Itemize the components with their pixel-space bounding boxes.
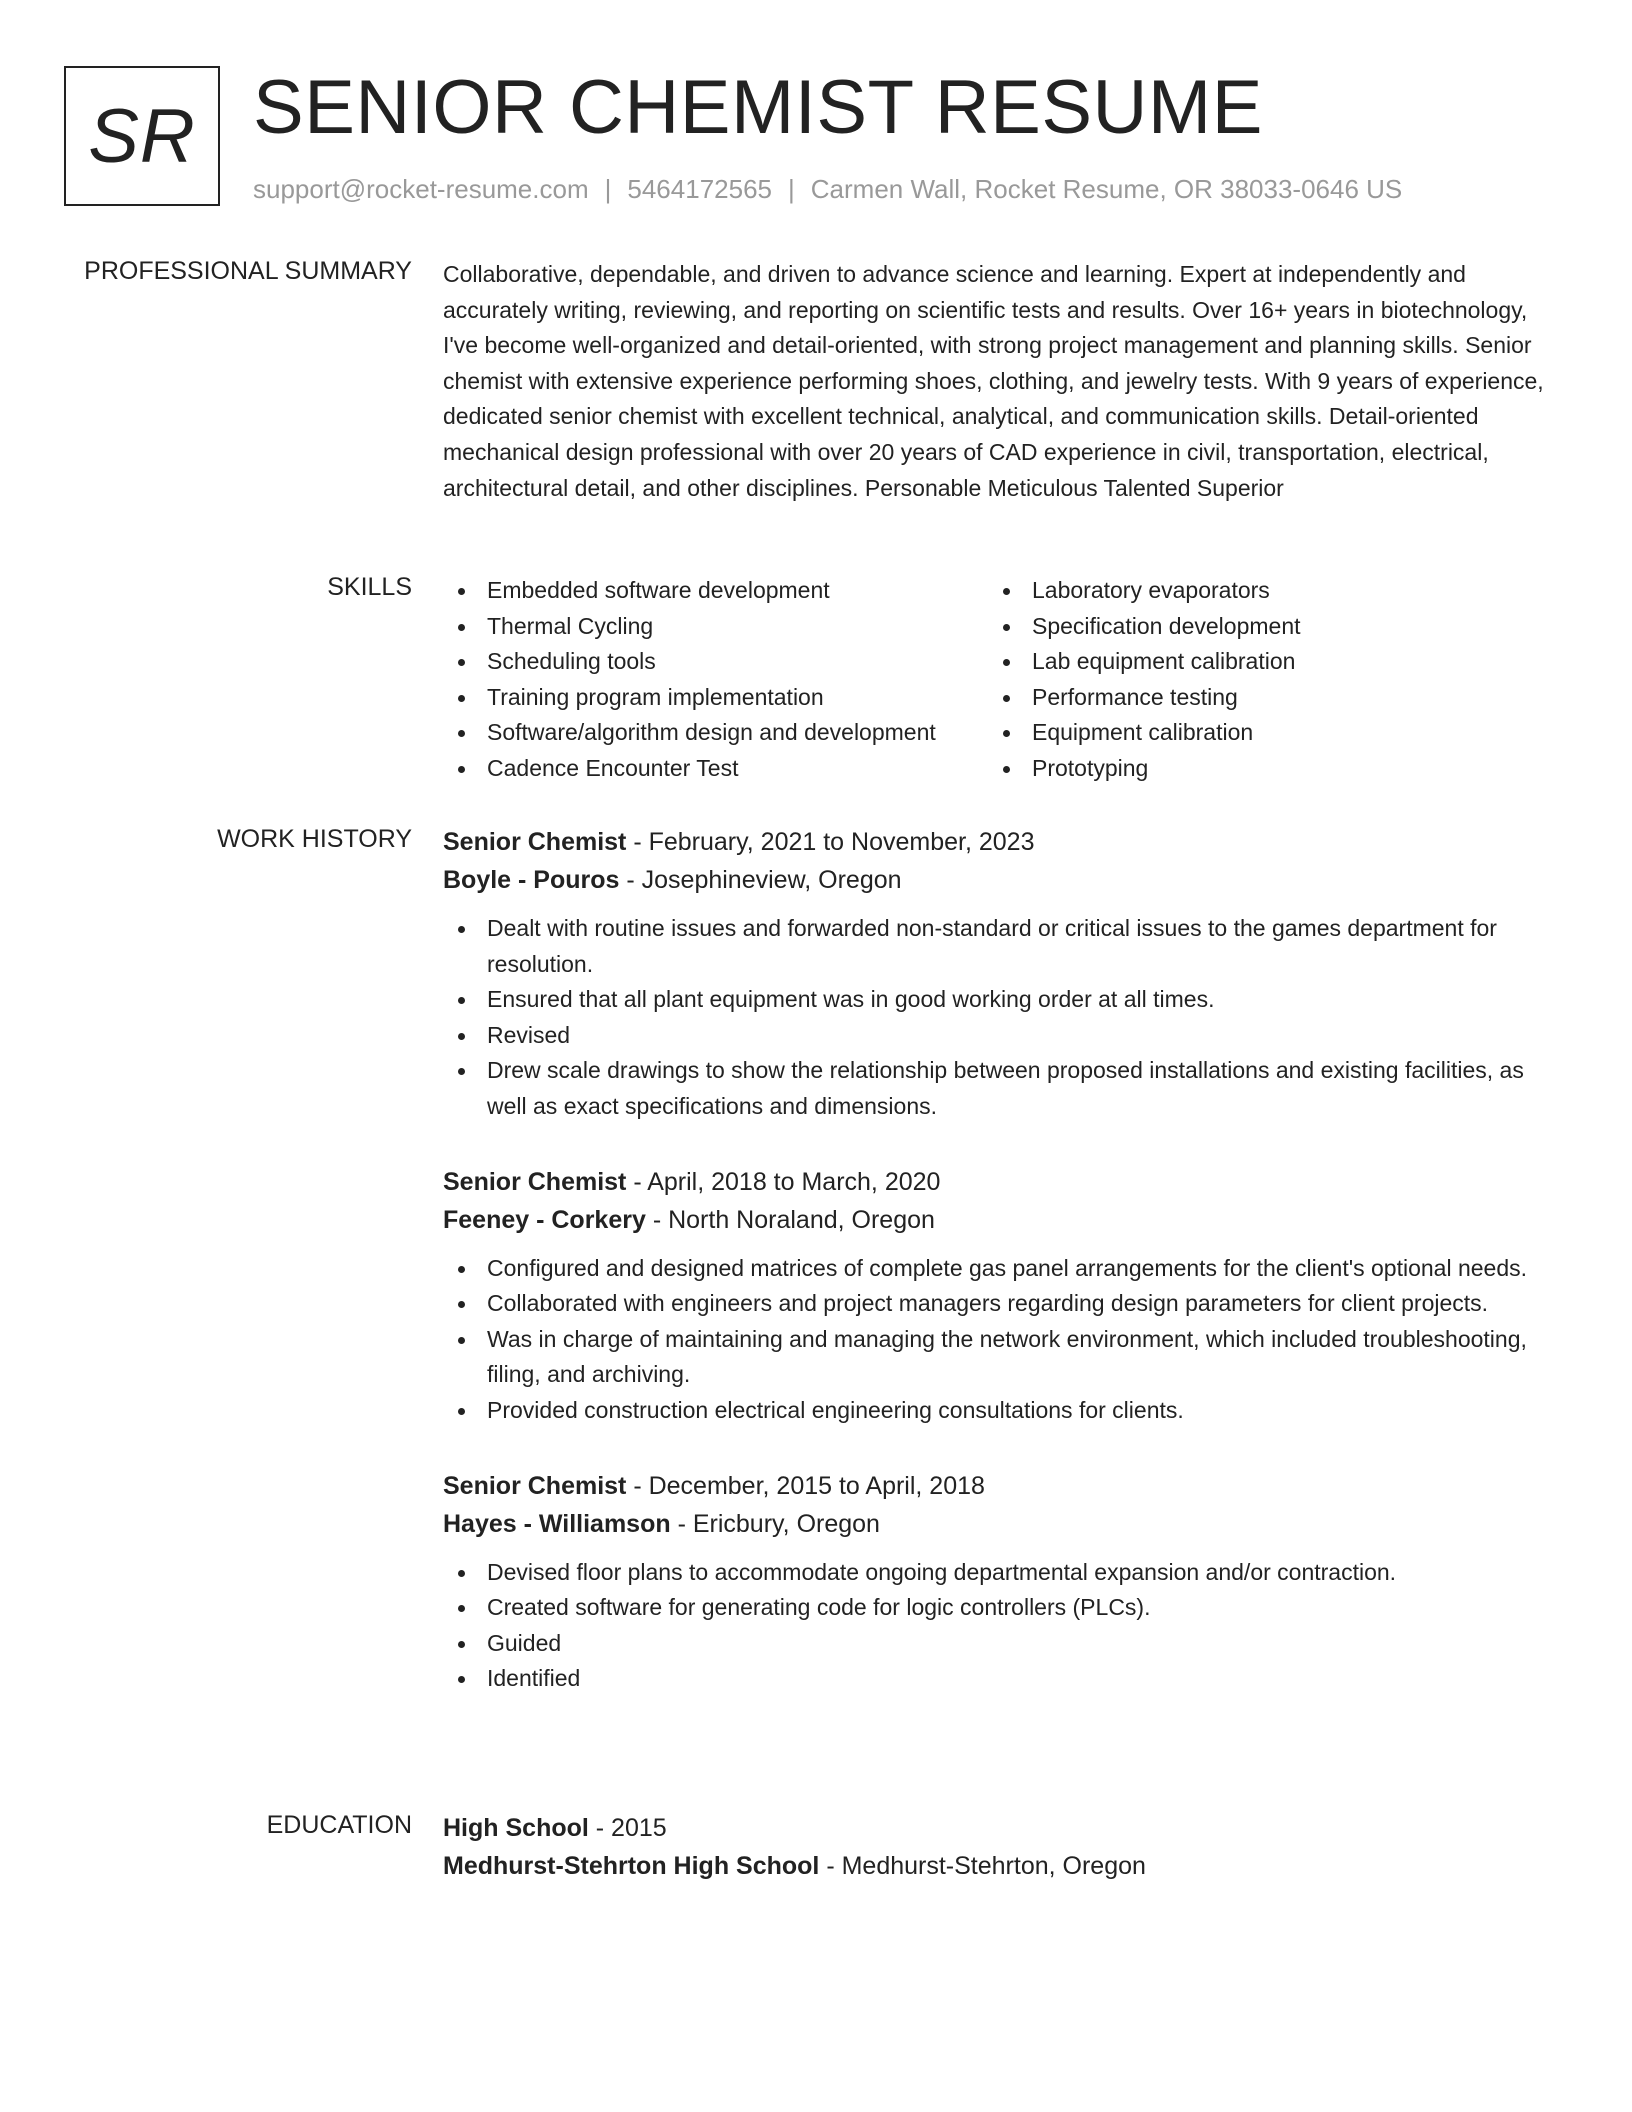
contact-separator: |	[604, 174, 612, 204]
skills-heading: SKILLS	[327, 573, 412, 601]
job-dates: - April, 2018 to March, 2020	[626, 1167, 941, 1196]
job-title-line	[443, 1467, 1563, 1505]
education-year: - 2015	[588, 1814, 667, 1842]
job-company-line	[443, 1201, 1563, 1239]
job-location: - Josephineview, Oregon	[619, 866, 902, 894]
job-entry	[443, 1467, 1563, 1697]
job-bullet: Identified	[443, 1661, 1563, 1697]
job-dates: - December, 2015 to April, 2018	[626, 1471, 985, 1500]
skills-list-left	[443, 573, 988, 787]
skills-list-right	[988, 573, 1548, 787]
work-history-heading: WORK HISTORY	[217, 825, 412, 853]
job-title: Senior Chemist	[443, 828, 627, 856]
job-title: Senior Chemist	[443, 1471, 627, 1500]
job-entry	[443, 1163, 1563, 1429]
job-company: Hayes - Williamson	[443, 1509, 671, 1538]
education-location: - Medhurst-Stehrton, Oregon	[819, 1852, 1146, 1880]
skill-item: Performance testing	[988, 680, 1548, 716]
summary-heading: PROFESSIONAL SUMMARY	[84, 257, 412, 285]
contact-separator: |	[788, 174, 795, 204]
resume-header	[64, 66, 1584, 216]
job-company-line	[443, 1505, 1563, 1543]
summary-text: Collaborative, dependable, and driven to advance science and learning. Expert at independently and accurately writing, reviewing, and reporting on scientific tests and results. Over 16+ years in biotechnology, I've become well-organized and detail-oriented, with strong project management and planning skills. Senior chemist with extensive experience performing shoes, clothing, and jewelry tests. With 9 years of experience, dedicated senior chemist with excellent technical, analytical, and communication skills. Detail-oriented mechanical design professional with over 20 years of CAD experience in civil, transportation, electrical, architectural detail, and other disciplines. Personable Meticulous Talented Superior	[443, 261, 1544, 501]
job-location: - Ericbury, Oregon	[670, 1509, 880, 1538]
job-bullet: Provided construction electrical engineering consultations for clients.	[443, 1393, 1563, 1429]
summary-body	[443, 257, 1563, 506]
skills-columns	[443, 573, 1563, 787]
job-title-line	[443, 823, 1563, 861]
education-degree-line	[443, 1809, 1563, 1847]
contact-line	[253, 174, 1402, 205]
job-bullet-list	[443, 1251, 1563, 1429]
work-history-body	[443, 823, 1563, 1735]
job-bullet: Devised floor plans to accommodate ongoing departmental expansion and/or contraction.	[443, 1555, 1563, 1591]
education-body	[443, 1809, 1563, 1885]
job-bullet-list	[443, 911, 1563, 1125]
monogram-logo: SR	[64, 66, 220, 206]
job-company-line	[443, 861, 1563, 899]
job-bullet: Created software for generating code for logic controllers (PLCs).	[443, 1590, 1563, 1626]
job-bullet: Configured and designed matrices of complete gas panel arrangements for the client's optional needs.	[443, 1251, 1563, 1287]
skill-item: Thermal Cycling	[443, 609, 988, 645]
page-title: SENIOR CHEMIST RESUME	[253, 65, 1263, 150]
job-entry	[443, 823, 1563, 1125]
contact-phone: 5464172565	[627, 174, 772, 204]
contact-address: Carmen Wall, Rocket Resume, OR 38033-0646 US	[810, 174, 1403, 204]
skill-item: Cadence Encounter Test	[443, 751, 988, 787]
job-bullet-list	[443, 1555, 1563, 1697]
skill-item: Prototyping	[988, 751, 1548, 787]
job-bullet: Was in charge of maintaining and managing the network environment, which included troubleshooting, filing, and archiving.	[443, 1322, 1563, 1393]
skill-item: Specification development	[988, 609, 1548, 645]
skill-item: Training program implementation	[443, 680, 988, 716]
skill-item: Lab equipment calibration	[988, 644, 1548, 680]
education-heading: EDUCATION	[266, 1811, 412, 1839]
job-bullet: Dealt with routine issues and forwarded non-standard or critical issues to the games department for resolution.	[443, 911, 1563, 982]
skill-item: Equipment calibration	[988, 715, 1548, 751]
job-location: - North Noraland, Oregon	[645, 1205, 935, 1234]
education-school: Medhurst-Stehrton High School	[443, 1852, 820, 1880]
skill-item: Embedded software development	[443, 573, 988, 609]
skill-item: Software/algorithm design and development	[443, 715, 988, 751]
education-degree: High School	[443, 1814, 589, 1842]
contact-email: support@rocket-resume.com	[253, 174, 589, 204]
education-school-line	[443, 1847, 1563, 1885]
job-bullet: Ensured that all plant equipment was in good working order at all times.	[443, 982, 1563, 1018]
skill-item: Laboratory evaporators	[988, 573, 1548, 609]
skill-item: Scheduling tools	[443, 644, 988, 680]
job-bullet: Drew scale drawings to show the relationship between proposed installations and existing facilities, as well as exact specifications and dimensions.	[443, 1053, 1563, 1124]
job-bullet: Collaborated with engineers and project managers regarding design parameters for client projects.	[443, 1286, 1563, 1322]
job-bullet: Guided	[443, 1626, 1563, 1662]
job-title-line	[443, 1163, 1563, 1201]
job-dates: - February, 2021 to November, 2023	[626, 828, 1035, 856]
job-company: Boyle - Pouros	[443, 866, 620, 894]
job-bullet: Revised	[443, 1018, 1563, 1054]
job-company: Feeney - Corkery	[443, 1205, 646, 1234]
skills-body	[443, 573, 1563, 787]
job-title: Senior Chemist	[443, 1167, 627, 1196]
